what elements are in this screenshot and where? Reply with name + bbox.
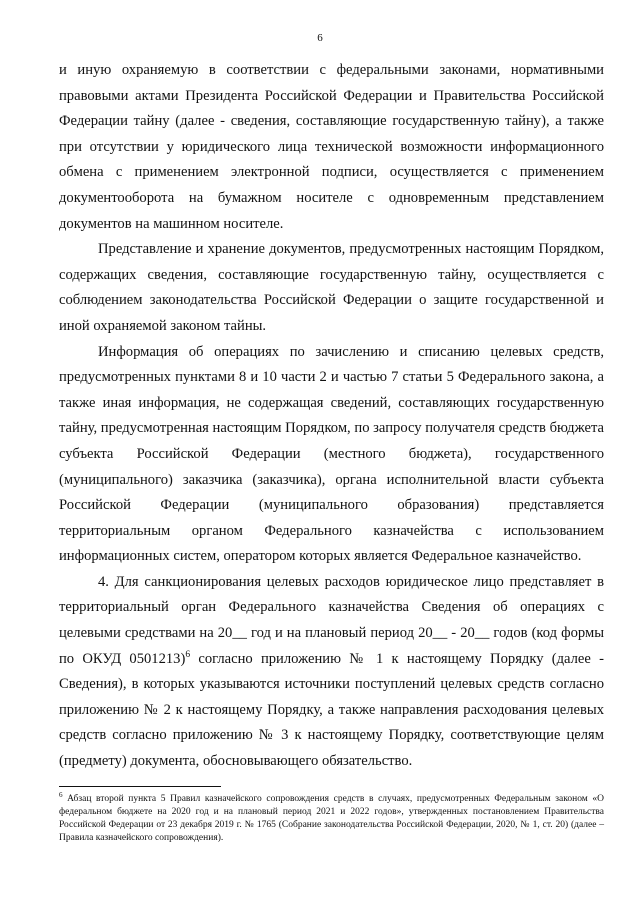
paragraph-state-secret-storage: Представление и хранение документов, предусмотренных настоящим Порядком, содержащих сведения, составляющие государственную тайну, осуществляется с соблюдением законодательства Российской Федерации о защите государственной и иной охраняемой законом тайны.	[59, 241, 604, 334]
paragraph-item-4-text-end: согласно приложению № 1 к настоящему Порядку (далее - Сведения), в которых указываются источники поступлений целевых средств согласно приложению № 2 к настоящему Порядку, а также направления расходования целевых средств согласно приложению № 3 к настоящему Порядку, соответствующие целям (предмету) документа, обосновывающего обязательство.	[59, 650, 604, 770]
paragraph-item-4	[59, 570, 604, 775]
paragraph-continuation: и иную охраняемую в соответствии с федеральными законами, нормативными правовыми актами Президента Российской Федерации и Правительства Российской Федерации тайну (далее - сведения, составляющие государственную тайну), а также при отсутствии у юридического лица технической возможности информационного обмена с применением электронной подписи, осуществляется с применением документооборота на бумажном носителе с одновременным представлением документов на машинном носителе.	[59, 62, 604, 232]
footnote-reference: 6	[185, 649, 191, 660]
footnote-marker: 6	[59, 790, 63, 799]
page-number: 6	[317, 32, 323, 44]
footnote-text: Абзац второй пункта 5 Правил казначейского сопровождения средств в случаях, предусмотренных Федеральным законом «О федеральном бюджете на 2020 год и на плановый период 2021 и 2022 годов», утвержденных постановлением Правительства Российской Федерации от 23 декабря 2019 г. № 1765 (Собрание законодательства Российской Федерации, 2020, № 1, ст. 20) (далее – Правила казначейского сопровождения).	[59, 794, 604, 843]
paragraph-item-4-text-start: 4. Для санкционирования целевых расходов юридическое лицо представляет в территориальный орган Федерального казначейства Сведения об операциях с целевыми средствами на 20__ год и на плановый период 20__ - 20__ годов (код формы по ОКУД 0501213)	[59, 573, 604, 667]
body-text	[59, 58, 604, 775]
paragraph-operations-information: Информация об операциях по зачислению и списанию целевых средств, предусмотренных пунктами 8 и 10 части 2 и частью 7 статьи 5 Федерального закона, а также иная информация, не содержащая сведений, составляющих государственную тайну, предусмотренная настоящим Порядком, по запросу получателя средств бюджета субъекта Российской Федерации (местного бюджета), государственного (муниципального) заказчика (заказчика), органа исполнительной власти субъекта Российской Федерации (муниципального образования) представляется территориальным органом Федерального казначейства с использованием информационных систем, оператором которых является Федеральное казначейство.	[59, 343, 604, 565]
footnote	[59, 790, 604, 845]
footnote-separator	[59, 786, 221, 787]
